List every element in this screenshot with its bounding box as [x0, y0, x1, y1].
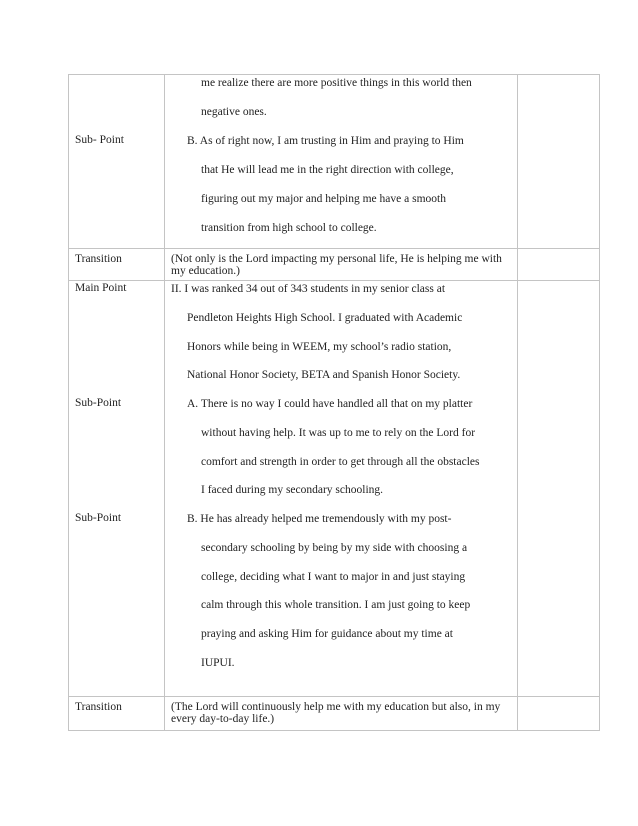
- row-label: Sub-Point: [75, 397, 122, 409]
- content-line: B. He has already helped me tremendously with my post-: [187, 513, 452, 525]
- content-line: calm through this whole transition. I am just going to keep: [201, 599, 471, 611]
- notes-cell: [518, 281, 600, 697]
- row-content-cell: [165, 75, 518, 249]
- content-line: college, deciding what I want to major in and just staying: [201, 571, 466, 583]
- content-line: negative ones.: [201, 106, 267, 118]
- content-line: without having help. It was up to me to rely on the Lord for: [201, 427, 476, 439]
- content-line: I faced during my secondary schooling.: [201, 484, 384, 496]
- row-label-cell: [69, 281, 165, 697]
- speech-outline-table: [68, 74, 600, 731]
- row-content-cell: [165, 249, 518, 281]
- content-line: me realize there are more positive things in this world then: [201, 77, 472, 89]
- content-line: figuring out my major and helping me have a smooth: [201, 193, 446, 205]
- content-line: National Honor Society, BETA and Spanish Honor Society.: [187, 369, 461, 381]
- row-label: Sub-Point: [75, 512, 122, 524]
- content-line: secondary schooling by being by my side with choosing a: [201, 542, 468, 554]
- outline-row-subpoint: [69, 75, 600, 249]
- content-line: Pendleton Heights High School. I graduated with Academic: [187, 312, 463, 324]
- notes-cell: [518, 75, 600, 249]
- outline-row-transition: [69, 249, 600, 281]
- row-content-cell: [165, 281, 518, 697]
- transition-text: (The Lord will continuously help me with my education but also, in my every day-to-day life.): [171, 701, 501, 725]
- content-line: transition from high school to college.: [201, 222, 377, 234]
- notes-cell: [518, 249, 600, 281]
- row-label-cell: [69, 697, 165, 731]
- content-line: praying and asking Him for guidance about my time at: [201, 628, 453, 640]
- content-line: IUPUI.: [201, 657, 235, 669]
- outline-row-transition: [69, 697, 600, 731]
- content-line: B. As of right now, I am trusting in Him and praying to Him: [187, 135, 464, 147]
- content-line: that He will lead me in the right direction with college,: [201, 164, 454, 176]
- outline-row-main-point: [69, 281, 600, 697]
- content-line: A. There is no way I could have handled all that on my platter: [187, 398, 473, 410]
- row-label: Transition: [75, 253, 122, 265]
- row-label-cell: [69, 249, 165, 281]
- row-content-cell: [165, 697, 518, 731]
- content-line: comfort and strength in order to get through all the obstacles: [201, 456, 480, 468]
- row-label: Main Point: [75, 282, 127, 294]
- row-label: Transition: [75, 701, 122, 713]
- row-label: Sub- Point: [75, 134, 124, 146]
- content-line: II. I was ranked 34 out of 343 students in my senior class at: [171, 283, 446, 295]
- content-line: Honors while being in WEEM, my school’s radio station,: [187, 341, 452, 353]
- transition-text: (Not only is the Lord impacting my personal life, He is helping me with my education.): [171, 253, 502, 277]
- row-label-cell: [69, 75, 165, 249]
- notes-cell: [518, 697, 600, 731]
